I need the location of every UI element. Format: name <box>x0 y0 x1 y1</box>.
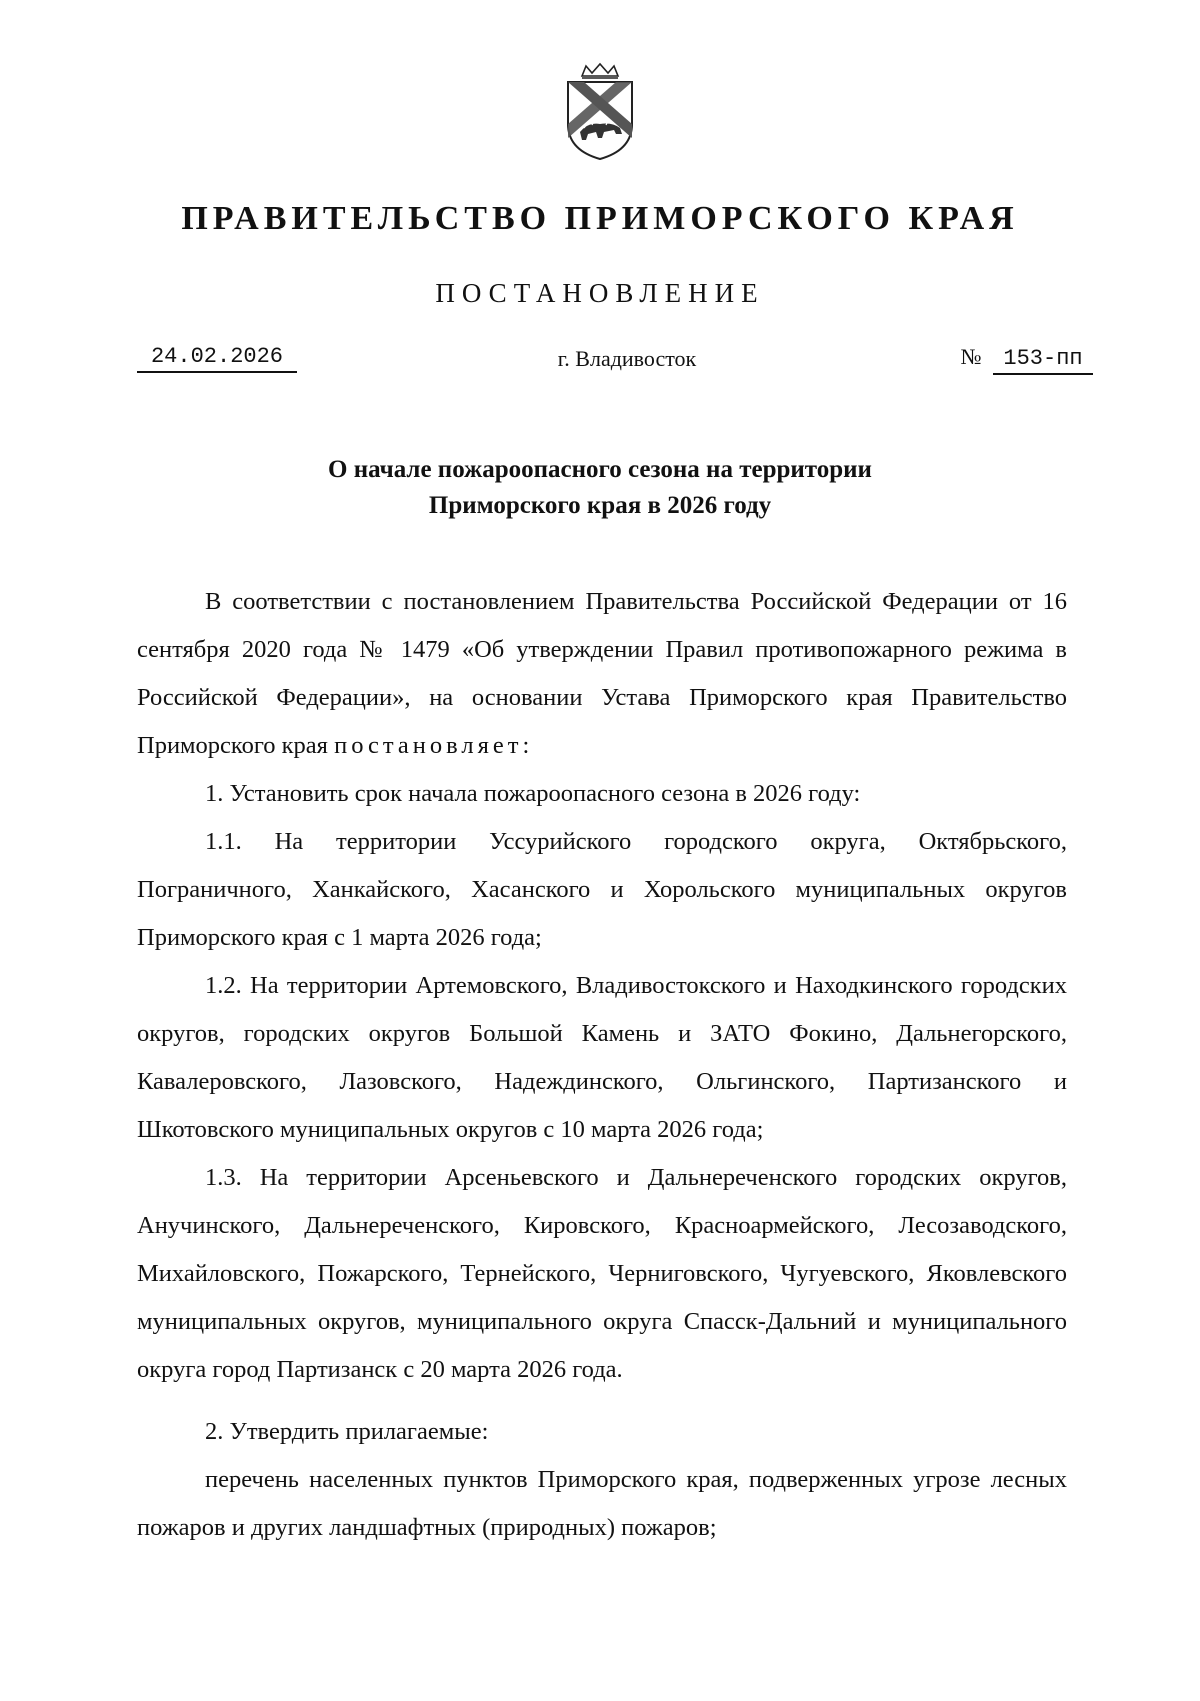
item-2-list-entry: перечень населенных пунктов Приморского края, подверженных угрозе лесных пожаров и других ландшафтных (природных) пожаров; <box>137 1466 1067 1541</box>
heading-line-2: Приморского края в 2026 году <box>428 492 772 519</box>
document-body <box>137 578 1067 1552</box>
number-sign: № <box>960 344 982 369</box>
heading-line-1: О начале пожароопасного сезона на территории <box>328 456 872 483</box>
document-number: 153-пп <box>993 346 1093 375</box>
document-number-block <box>937 344 1093 375</box>
coat-of-arms-icon <box>560 62 640 162</box>
item-2: 2. Утвердить прилагаемые: <box>205 1418 489 1445</box>
document-type: ПОСТАНОВЛЕНИЕ <box>435 278 765 308</box>
item-1: 1. Установить срок начала пожароопасного сезона в 2026 году: <box>205 780 861 807</box>
document-heading <box>140 452 1060 524</box>
document-date: 24.02.2026 <box>137 344 297 373</box>
item-1-1: 1.1. На территории Уссурийского городского округа, Октябрьского, Пограничного, Ханкайского, Хасанского и Хорольского муниципальных округов Приморского края с 1 марта 2026 года; <box>137 828 1067 951</box>
preamble-verb: постановляет: <box>334 732 534 759</box>
item-1-3: 1.3. На территории Арсеньевского и Дальнереченского городских округов, Анучинского, Дальнереченского, Кировского, Красноармейского, Лесозаводского, Михайловского, Пожарского, Тернейского, Черниговского, Чугуевского, Яковлевского муниципальных округов, муниципального округа Спасск-Дальний и муниципального округа город Партизанск с 20 марта 2026 года. <box>137 1164 1067 1383</box>
item-1-2: 1.2. На территории Артемовского, Владивостокского и Находкинского городских округов, городских округов Большой Камень и ЗАТО Фокино, Дальнегорского, Кавалеровского, Лазовского, Надеждинского, Ольгинского, Партизанского и Шкотовского муниципальных округов с 10 марта 2026 года; <box>137 972 1067 1143</box>
document-city: г. Владивосток <box>557 346 697 371</box>
preamble-text: В соответствии с постановлением Правительства Российской Федерации от 16 сентября 2020 года № 1479 «Об утверждении Правил противопожарного режима в Российской Федерации», на основании Устава Приморского края Правительство Приморского края <box>137 588 1067 759</box>
dateline <box>137 344 1093 386</box>
government-title: ПРАВИТЕЛЬСТВО ПРИМОРСКОГО КРАЯ <box>181 200 1019 237</box>
preamble-paragraph <box>137 578 1067 770</box>
